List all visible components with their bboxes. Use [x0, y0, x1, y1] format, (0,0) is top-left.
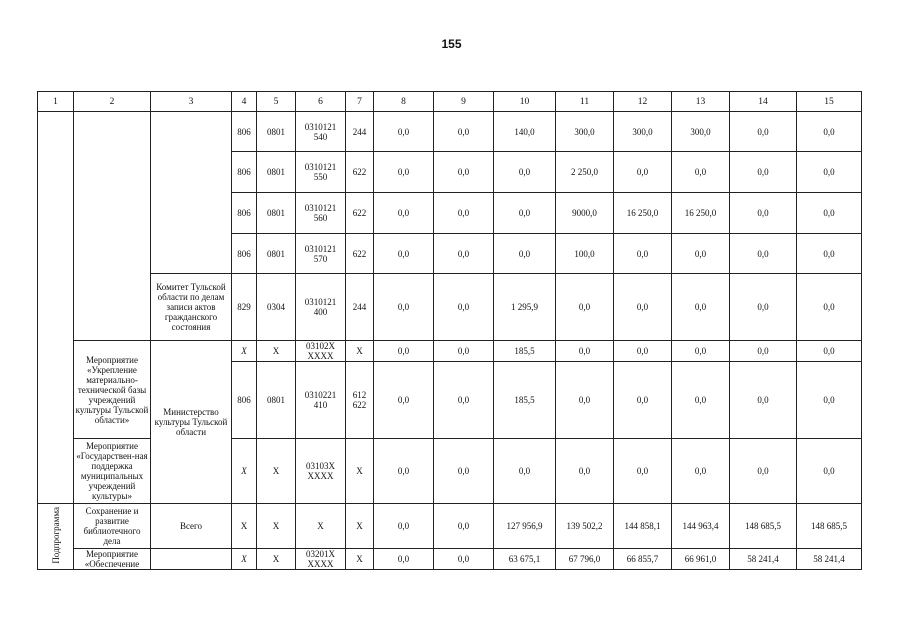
col-header: 7 — [346, 92, 374, 112]
cell-value: 67 796,0 — [556, 549, 614, 570]
cell-gov-code: 806 — [232, 234, 257, 274]
cell-section: 0801 — [257, 193, 296, 234]
cell-target-article: 03102X XXXX — [296, 341, 346, 362]
table-row — [38, 341, 862, 362]
table-row — [38, 549, 862, 570]
cell-value: 0,0 — [494, 152, 556, 193]
page-number: 155 — [441, 37, 462, 51]
cell-value: 0,0 — [374, 234, 434, 274]
cell-expense-type: 622 — [346, 193, 374, 234]
cell-col1-empty — [38, 112, 74, 504]
cell-administrator: Министерство культуры Тульской области — [151, 341, 232, 504]
cell-value: 0,0 — [434, 439, 494, 504]
cell-target-article: X — [296, 504, 346, 549]
cell-administrator: Комитет Тульской области по делам записи актов гражданского состояния — [151, 274, 232, 341]
cell-target-article: 03201X XXXX — [296, 549, 346, 570]
cell-value: 0,0 — [797, 362, 862, 439]
cell-value: 0,0 — [797, 439, 862, 504]
cell-value: 0,0 — [374, 341, 434, 362]
cell-value: 0,0 — [434, 504, 494, 549]
cell-expense-type: 612 622 — [346, 362, 374, 439]
col-header: 8 — [374, 92, 434, 112]
budget-table — [37, 91, 862, 570]
cell-value: 0,0 — [374, 274, 434, 341]
cell-value: 100,0 — [556, 234, 614, 274]
col-header: 13 — [672, 92, 730, 112]
cell-gov-code: 829 — [232, 274, 257, 341]
cell-value: 148 685,5 — [797, 504, 862, 549]
cell-value: 144 963,4 — [672, 504, 730, 549]
cell-col2-empty — [74, 112, 151, 341]
cell-col3-empty — [151, 112, 232, 274]
cell-administrator: Всего — [151, 504, 232, 549]
cell-value: 0,0 — [672, 439, 730, 504]
cell-value: 0,0 — [374, 193, 434, 234]
cell-value: 0,0 — [730, 234, 797, 274]
cell-value: 300,0 — [672, 112, 730, 152]
cell-value: 0,0 — [730, 152, 797, 193]
cell-value: 0,0 — [730, 362, 797, 439]
cell-value: 0,0 — [494, 234, 556, 274]
cell-value: 0,0 — [730, 193, 797, 234]
cell-value: 185,5 — [494, 341, 556, 362]
col-header: 2 — [74, 92, 151, 112]
cell-value: 0,0 — [374, 152, 434, 193]
cell-value: 0,0 — [434, 112, 494, 152]
cell-gov-code: X — [232, 504, 257, 549]
col-header: 6 — [296, 92, 346, 112]
cell-section: 0801 — [257, 362, 296, 439]
cell-section: X — [257, 439, 296, 504]
col-header: 1 — [38, 92, 74, 112]
cell-target-article: 0310121 550 — [296, 152, 346, 193]
cell-expense-type: 244 — [346, 112, 374, 152]
cell-value: 0,0 — [672, 152, 730, 193]
cell-section: 0801 — [257, 152, 296, 193]
cell-value: 148 685,5 — [730, 504, 797, 549]
cell-value: 0,0 — [434, 193, 494, 234]
cell-value: 0,0 — [374, 504, 434, 549]
table-row — [38, 112, 862, 152]
cell-value: 127 956,9 — [494, 504, 556, 549]
cell-value: 0,0 — [672, 362, 730, 439]
cell-value: 0,0 — [494, 193, 556, 234]
cell-target-article: 0310121 540 — [296, 112, 346, 152]
cell-section: 0304 — [257, 274, 296, 341]
col-header: 4 — [232, 92, 257, 112]
cell-value: 0,0 — [614, 341, 672, 362]
cell-value: 0,0 — [797, 193, 862, 234]
cell-value: 0,0 — [434, 152, 494, 193]
cell-value: 0,0 — [556, 439, 614, 504]
header-row — [38, 92, 862, 112]
cell-value: 0,0 — [614, 439, 672, 504]
cell-expense-type: X — [346, 549, 374, 570]
cell-value: 2 250,0 — [556, 152, 614, 193]
cell-administrator-empty — [151, 549, 232, 570]
cell-section: 0801 — [257, 112, 296, 152]
cell-value: 0,0 — [672, 274, 730, 341]
cell-value: 144 858,1 — [614, 504, 672, 549]
cell-value: 0,0 — [730, 274, 797, 341]
cell-value: 63 675,1 — [494, 549, 556, 570]
col-header: 9 — [434, 92, 494, 112]
cell-value: 66 855,7 — [614, 549, 672, 570]
cell-value: 0,0 — [494, 439, 556, 504]
cell-value: 0,0 — [434, 234, 494, 274]
cell-activity-name: Сохранение и развитие библиотечного дела — [74, 504, 151, 549]
cell-target-article: 0310221 410 — [296, 362, 346, 439]
table-row — [38, 504, 862, 549]
cell-value: 0,0 — [556, 274, 614, 341]
cell-value: 58 241,4 — [730, 549, 797, 570]
cell-value: 0,0 — [730, 112, 797, 152]
col-header: 10 — [494, 92, 556, 112]
cell-status — [38, 504, 74, 570]
cell-gov-code: X — [232, 341, 257, 362]
cell-value: 0,0 — [374, 362, 434, 439]
cell-value: 0,0 — [374, 439, 434, 504]
cell-value: 0,0 — [434, 274, 494, 341]
cell-value: 139 502,2 — [556, 504, 614, 549]
cell-value: 0,0 — [434, 362, 494, 439]
subprogram-label: Подпрограмма — [50, 507, 61, 564]
col-header: 15 — [797, 92, 862, 112]
cell-expense-type: X — [346, 341, 374, 362]
cell-value: 0,0 — [614, 274, 672, 341]
cell-activity-name: Мероприятие «Обеспечение — [74, 549, 151, 570]
cell-value: 300,0 — [556, 112, 614, 152]
cell-value: 0,0 — [614, 234, 672, 274]
cell-value: 0,0 — [730, 439, 797, 504]
cell-value: 1 295,9 — [494, 274, 556, 341]
col-header: 3 — [151, 92, 232, 112]
cell-target-article: 0310121 570 — [296, 234, 346, 274]
cell-value: 0,0 — [797, 341, 862, 362]
cell-gov-code: 806 — [232, 112, 257, 152]
cell-activity-name: Мероприятие «Государствен-ная поддержка муниципальных учреждений культуры» — [74, 439, 151, 504]
cell-target-article: 03103X XXXX — [296, 439, 346, 504]
cell-value: 185,5 — [494, 362, 556, 439]
cell-section: 0801 — [257, 234, 296, 274]
cell-value: 9000,0 — [556, 193, 614, 234]
cell-value: 300,0 — [614, 112, 672, 152]
cell-value: 0,0 — [672, 234, 730, 274]
cell-expense-type: 244 — [346, 274, 374, 341]
cell-value: 0,0 — [797, 274, 862, 341]
col-header: 11 — [556, 92, 614, 112]
cell-value: 0,0 — [797, 152, 862, 193]
cell-expense-type: 622 — [346, 152, 374, 193]
cell-activity-name: Мероприятие «Укрепление материально-технической базы учреждений культуры Тульской области» — [74, 341, 151, 439]
col-header: 12 — [614, 92, 672, 112]
cell-value: 0,0 — [672, 341, 730, 362]
cell-gov-code: 806 — [232, 362, 257, 439]
cell-value: 140,0 — [494, 112, 556, 152]
cell-value: 66 961,0 — [672, 549, 730, 570]
cell-value: 0,0 — [434, 341, 494, 362]
cell-section: X — [257, 549, 296, 570]
cell-value: 0,0 — [434, 549, 494, 570]
cell-value: 0,0 — [556, 341, 614, 362]
cell-gov-code: X — [232, 439, 257, 504]
cell-gov-code: 806 — [232, 193, 257, 234]
cell-expense-type: 622 — [346, 234, 374, 274]
cell-value: 16 250,0 — [672, 193, 730, 234]
cell-expense-type: X — [346, 439, 374, 504]
cell-value: 0,0 — [614, 152, 672, 193]
table-row — [38, 274, 862, 341]
cell-section: X — [257, 341, 296, 362]
cell-value: 0,0 — [797, 112, 862, 152]
cell-value: 58 241,4 — [797, 549, 862, 570]
cell-target-article: 0310121 560 — [296, 193, 346, 234]
cell-gov-code: 806 — [232, 152, 257, 193]
cell-value: 16 250,0 — [614, 193, 672, 234]
col-header: 5 — [257, 92, 296, 112]
cell-target-article: 0310121 400 — [296, 274, 346, 341]
cell-value: 0,0 — [797, 234, 862, 274]
cell-gov-code: X — [232, 549, 257, 570]
col-header: 14 — [730, 92, 797, 112]
cell-value: 0,0 — [730, 341, 797, 362]
cell-value: 0,0 — [374, 549, 434, 570]
cell-expense-type: X — [346, 504, 374, 549]
cell-section: X — [257, 504, 296, 549]
cell-value: 0,0 — [556, 362, 614, 439]
cell-value: 0,0 — [374, 112, 434, 152]
cell-value: 0,0 — [614, 362, 672, 439]
